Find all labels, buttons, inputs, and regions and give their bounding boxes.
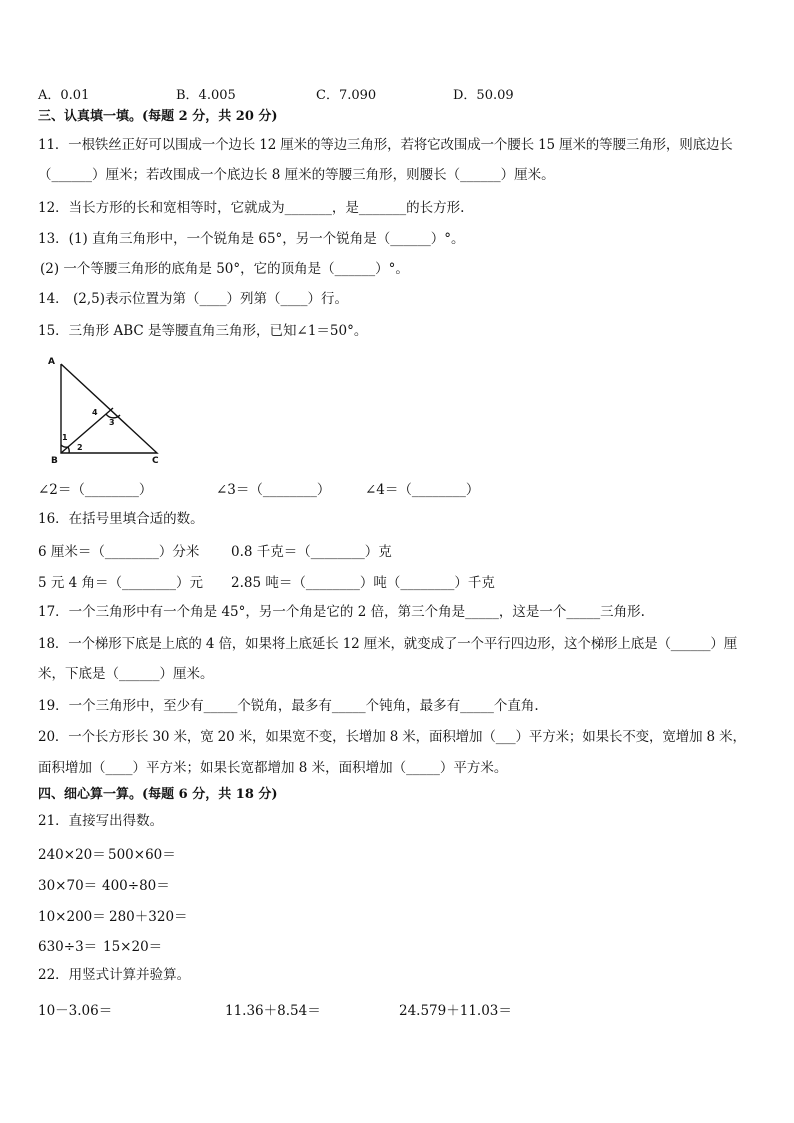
q21-r4-b: 15×20＝ (103, 939, 163, 955)
vertex-a-label: A (48, 357, 55, 367)
q16-item4: 2.85 吨＝（________）吨（________）千克 (231, 575, 495, 591)
q21-r1-b: 500×60＝ (108, 847, 176, 863)
q12: 12．当长方形的长和宽相等时，它就成为_______，是_______的长方形. (38, 200, 465, 216)
q15-angle3: ∠3＝（________） (216, 482, 331, 498)
q21-r3-a: 10×200＝ (38, 909, 106, 925)
option-d: D．50.09 (453, 88, 514, 103)
q21-r3-b: 280＋320＝ (109, 909, 188, 925)
q22: 22．用竖式计算并验算。 (38, 967, 191, 983)
q21-r2-b: 400÷80＝ (102, 878, 170, 894)
section-3-title: 三、认真填一填。(每题 2 分，共 20 分) (38, 109, 278, 124)
q13-part1: 13．(1) 直角三角形中，一个锐角是 65°，另一个锐角是（______）°。 (38, 231, 465, 247)
q16: 16．在括号里填合适的数。 (38, 511, 204, 527)
option-a: A．0.01 (38, 88, 90, 103)
q15-angle2: ∠2＝（________） (38, 482, 153, 498)
q16-item2: 0.8 千克＝（________）克 (231, 544, 392, 560)
vertex-b-label: B (51, 456, 58, 466)
q22-item2: 11.36＋8.54＝ (225, 1003, 321, 1019)
angle-2-label: 2 (77, 443, 83, 452)
q20-line2: 面积增加（____）平方米；如果长宽都增加 8 米，面积增加（_____）平方米。 (38, 760, 508, 776)
q18-line2: 米，下底是（______）厘米。 (38, 666, 214, 682)
option-b: B．4.005 (176, 88, 236, 103)
q17: 17．一个三角形中有一个角是 45°，另一个角是它的 2 倍，第三个角是_____，这是一个_____三角形. (38, 604, 645, 620)
q21: 21．直接写出得数。 (38, 813, 164, 829)
q21-r2-a: 30×70＝ (38, 878, 98, 894)
vertex-c-label: C (152, 456, 159, 466)
angle-4-label: 4 (92, 408, 98, 417)
q20-line1: 20．一个长方形长 30 米，宽 20 米，如果宽不变，长增加 8 米，面积增加（___）平方米；如果长不变，宽增加 8 米， (38, 729, 746, 745)
q21-r1-a: 240×20＝ (38, 847, 106, 863)
q19: 19．一个三角形中，至少有_____个锐角，最多有_____个钝角，最多有_____个直角. (38, 698, 539, 714)
q18-line1: 18．一个梯形下底是上底的 4 倍，如果将上底延长 12 厘米，就变成了一个平行四边形，这个梯形上底是（______）厘 (38, 636, 738, 652)
section-4-title: 四、细心算一算。(每题 6 分，共 18 分) (38, 787, 278, 802)
q22-item3: 24.579＋11.03＝ (399, 1003, 512, 1019)
q16-item3: 5 元 4 角＝（________）元 (38, 575, 204, 591)
q15-angle4: ∠4＝（________） (365, 482, 480, 498)
triangle-figure (40, 352, 170, 468)
q14: 14． (2,5)表示位置为第（____）列第（____）行。 (38, 291, 348, 307)
q11-line2: （______）厘米；若改围成一个底边长 8 厘米的等腰三角形，则腰长（______）厘米。 (38, 167, 555, 183)
q15: 15．三角形 ABC 是等腰直角三角形，已知∠1＝50°。 (38, 323, 368, 339)
q22-item1: 10－3.06＝ (38, 1003, 113, 1019)
angle-1-label: 1 (62, 433, 68, 442)
q21-r4-a: 630÷3＝ (38, 939, 98, 955)
angle-3-label: 3 (109, 418, 115, 427)
option-c: C．7.090 (316, 88, 377, 103)
q11-line1: 11．一根铁丝正好可以围成一个边长 12 厘米的等边三角形，若将它改围成一个腰长 15 厘米的等腰三角形，则底边长 (38, 137, 733, 153)
q13-part2: (2) 一个等腰三角形的底角是 50°，它的顶角是（______）°。 (40, 261, 409, 277)
q16-item1: 6 厘米＝（________）分米 (38, 544, 200, 560)
